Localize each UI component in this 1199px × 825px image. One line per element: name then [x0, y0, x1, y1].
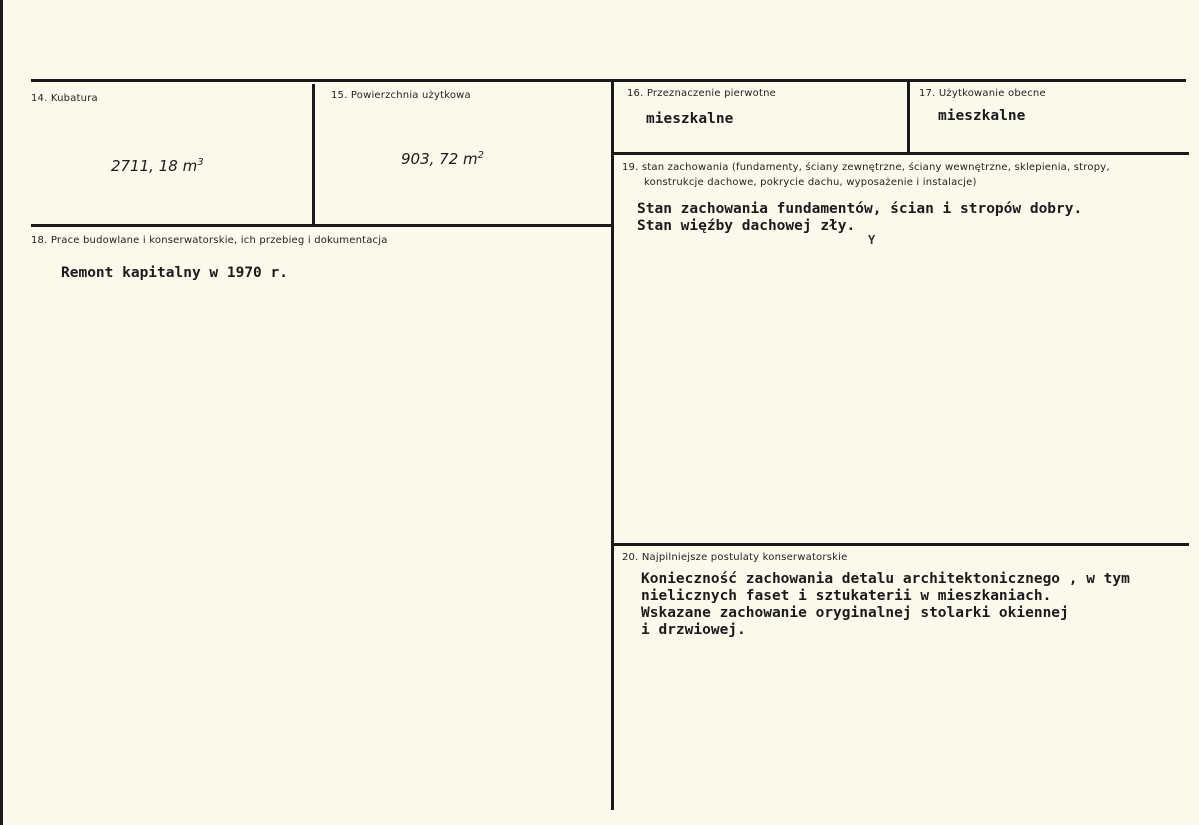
field-14-label: 14. Kubatura — [31, 93, 98, 104]
field-14-unit-exponent: 3 — [197, 157, 204, 168]
field-15-value — [401, 150, 484, 168]
top-rule — [31, 79, 1186, 82]
field-18-label: 18. Prace budowlane i konserwatorskie, ich przebieg i dokumentacja — [31, 235, 388, 246]
correction-mark: Y — [868, 233, 876, 247]
field-20-label: 20. Najpilniejsze postulaty konserwatorskie — [622, 552, 848, 563]
field-20-line-1: Konieczność zachowania detalu architektonicznego , w tym — [641, 571, 1130, 587]
field-14-value — [111, 157, 204, 175]
rule-above-20 — [613, 543, 1189, 546]
divider-16-17 — [907, 79, 910, 153]
field-15-unit-exponent: 2 — [477, 150, 485, 161]
field-20-line-3: Wskazane zachowanie oryginalnej stolarki okiennej — [641, 605, 1069, 621]
field-19-label-line2: konstrukcje dachowe, pokrycie dachu, wyposażenie i instalacje) — [644, 177, 977, 188]
divider-14-15 — [312, 84, 315, 226]
field-16-value: mieszkalne — [646, 111, 734, 127]
field-15-label: 15. Powierzchnia użytkowa — [331, 90, 471, 101]
field-19-label — [622, 160, 1182, 190]
field-17-value: mieszkalne — [938, 108, 1026, 124]
field-18-value: Remont kapitalny w 1970 r. — [61, 265, 288, 281]
field-15-number: 903, 72 m — [401, 150, 478, 168]
field-19-label-line1: 19. stan zachowania (fundamenty, ściany zewnętrzne, ściany wewnętrzne, sklepienia, stropy, — [622, 162, 1110, 173]
field-14-number: 2711, 18 m — [111, 157, 198, 175]
field-20-line-2: nielicznych faset i sztukaterii w mieszkaniach. — [641, 588, 1052, 604]
center-divider — [611, 79, 614, 810]
field-17-label: 17. Użytkowanie obecne — [919, 88, 1046, 99]
rule-under-16-17 — [613, 152, 1189, 155]
field-16-label: 16. Przeznaczenie pierwotne — [627, 88, 777, 99]
rule-under-14-15 — [31, 224, 611, 227]
field-19-line-2: Stan więźby dachowej zły. — [637, 218, 856, 234]
field-19-line-1: Stan zachowania fundamentów, ścian i stropów dobry. — [637, 201, 1083, 217]
field-20-line-4: i drzwiowej. — [641, 622, 746, 638]
